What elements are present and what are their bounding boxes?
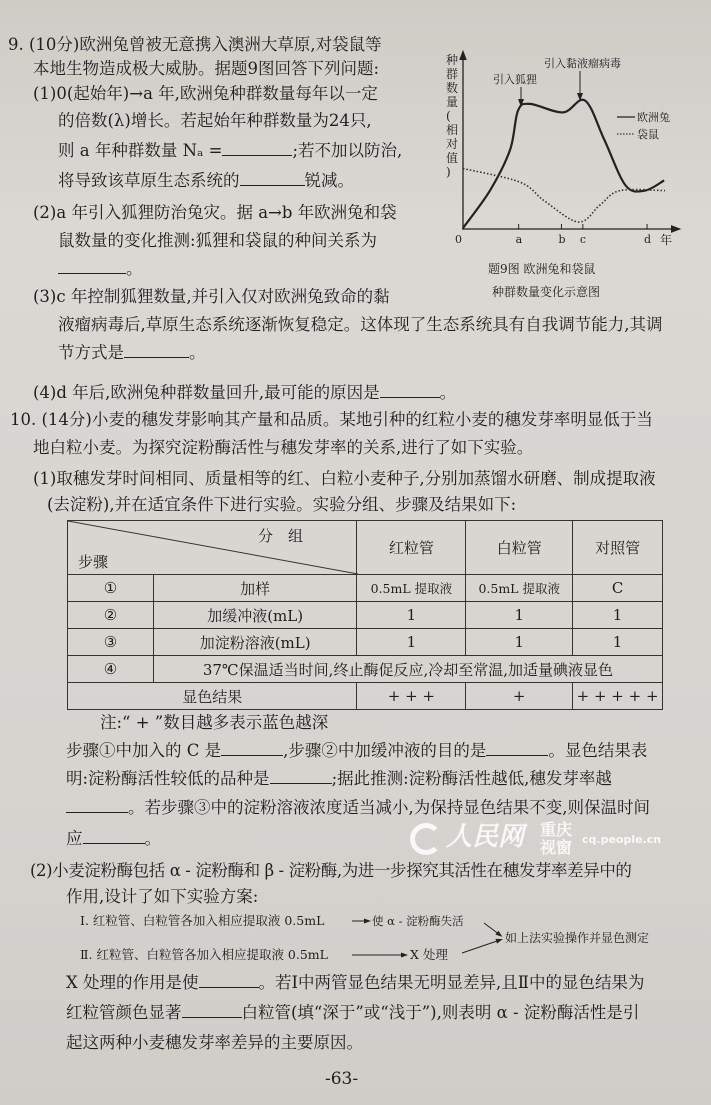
table-note: 注:“ + ”数目越多表示蓝色越深: [100, 713, 329, 732]
legend-kangaroo: 袋鼠: [637, 128, 659, 141]
cell: + + + + +: [573, 683, 663, 710]
text: 则 a 年种群数量 Nₐ =: [58, 141, 223, 160]
text: ;若不加以防治,: [292, 141, 403, 160]
text: 白粒管(填“深于”或“浅于”),则表明 α - 淀粉酶活性是引: [241, 1003, 640, 1022]
q10-t3: 起这两种小麦穗发芽率差异的主要原因。: [66, 1033, 363, 1052]
step-name: 加缓冲液(mL): [153, 602, 357, 629]
y-label-char: 对: [446, 137, 459, 151]
y-label-char: 量: [446, 95, 459, 109]
cell: 1: [466, 629, 573, 656]
q10-1-line2: (去淀粉),并在适宜条件下进行实验。实验分组、步骤及结果如下:: [47, 495, 517, 514]
x-tick-label-d: d: [644, 233, 652, 246]
text: 应: [66, 829, 83, 848]
x-tick-label-c: c: [579, 233, 587, 246]
watermark-url: cq.people.cn: [582, 833, 662, 846]
cell: 1: [357, 629, 466, 656]
result-label: 显色结果: [68, 683, 357, 710]
text: 。显色结果表: [548, 741, 648, 760]
q9-2-line1: (2)a 年引入狐狸防治兔灾。据 a→b 年欧洲兔和袋: [33, 203, 397, 222]
corner-step-label: 步骤: [78, 553, 109, 571]
text: 锐减。: [304, 171, 354, 190]
q10-line2: 地白粒小麦。为探究淀粉酶活性与穗发芽率的关系,进行了如下实验。: [33, 438, 534, 457]
text: 步骤①中加入的 C 是: [66, 741, 222, 760]
text: 。若Ⅰ中两管显色结果无明显差异,且Ⅱ中的显色结果为: [258, 973, 645, 992]
y-label-char: 值: [446, 151, 459, 165]
cell: 1: [357, 602, 466, 629]
text: 。: [189, 343, 206, 362]
x-tick-label-a: a: [515, 233, 523, 246]
annotation-fox: 引入狐狸: [493, 73, 537, 86]
corner-group-label: 分 组: [258, 527, 304, 545]
watermark-brand: 人民网: [446, 822, 525, 852]
q9-3-line2: 液瘤病毒后,草原生态系统逐渐恢复稳定。这体现了生态系统具有自我调节能力,其调: [58, 315, 663, 334]
cell: 0.5mL 提取液: [466, 575, 573, 602]
q10-2-line2: 作用,设计了如下实验方案:: [66, 887, 259, 906]
text: 。: [144, 829, 161, 848]
text: ;据此推测:淀粉酶活性越低,穗发芽率越: [331, 769, 612, 788]
answer-blank[interactable]: [182, 1003, 242, 1018]
q9-2-line2: 鼠数量的变化推测:狐狸和袋鼠的种间关系为: [58, 231, 378, 250]
cell: +: [466, 683, 573, 710]
q9-1-line1: (1)0(起始年)→a 年,欧洲兔种群数量每年以一定: [33, 84, 378, 103]
y-label-char: 相: [446, 123, 459, 137]
y-label-char: (: [446, 109, 451, 123]
y-label-char: 群: [446, 67, 459, 81]
cell: + + +: [357, 683, 466, 710]
q9-3-line1: (3)c 年控制狐狸数量,并引入仅对欧洲兔致命的黏: [33, 287, 390, 306]
watermark-sub: 视窗: [540, 838, 573, 857]
figure-caption-1: 题9图 欧洲兔和袋鼠: [488, 262, 596, 276]
q9-line2: 本地生物造成极大威胁。据题9图回答下列问题:: [33, 59, 380, 78]
answer-blank[interactable]: [199, 973, 259, 988]
step-num: ③: [68, 629, 154, 656]
watermark-swirl-icon: [410, 823, 442, 855]
cell: 1: [466, 602, 573, 629]
q10-2-line1: (2)小麦淀粉酶包括 α - 淀粉酶和 β - 淀粉酶,为进一步探究其活性在穗发芽率差异中的: [30, 861, 632, 880]
header-control: 对照管: [573, 521, 663, 575]
cell: 1: [573, 602, 663, 629]
q10-t2: [66, 1002, 639, 1024]
text: X 处理的作用是使: [66, 973, 199, 992]
q10-1-line1: (1)取穗发芽时间相同、质量相等的红、白粒小麦种子,分别加蒸馏水研磨、制成提取液: [33, 469, 656, 488]
origin-label: 0: [455, 233, 462, 246]
scheme-I-result: 使 α - 淀粉酶失活: [372, 914, 464, 928]
cell: 1: [573, 629, 663, 656]
text: 将导致该草原生态系统的: [58, 171, 240, 190]
scheme-I: Ⅰ. 红粒管、白粒管各加入相应提取液 0.5mL: [80, 913, 325, 928]
scheme-end: 如上法实验操作并显色测定: [505, 931, 650, 945]
text: ,步骤②中加缓冲液的目的是: [283, 741, 487, 760]
header-white: 白粒管: [466, 521, 573, 575]
watermark-region: 重庆: [540, 820, 573, 839]
y-label-char: 种: [446, 53, 459, 67]
figure-caption-2: 种群数量变化示意图: [492, 285, 601, 299]
text: 明:淀粉酶活性较低的品种是: [66, 769, 270, 788]
page-number: -63-: [325, 1069, 359, 1089]
text: 。: [439, 383, 457, 402]
step-num: ④: [68, 656, 154, 683]
q9-1-line2: 的倍数(λ)增长。若起始年种群数量为24只,: [58, 111, 372, 130]
scheme-II: Ⅱ. 红粒管、白粒管各加入相应提取液 0.5mL: [80, 947, 328, 962]
x-tick-label-b: b: [558, 233, 566, 246]
cell: 0.5mL 提取液: [357, 575, 466, 602]
x-unit-label: 年: [660, 233, 673, 247]
step-num: ②: [68, 602, 154, 629]
step-num: ①: [68, 575, 154, 602]
annotation-virus: 引入黏液瘤病毒: [544, 57, 621, 70]
legend-rabbit: 欧洲兔: [637, 111, 670, 124]
y-label-char: 数: [446, 81, 459, 95]
text: 红粒管颜色显著: [66, 1003, 182, 1022]
text: 。: [126, 259, 143, 278]
header-red: 红粒管: [357, 521, 466, 575]
q10-line1: 10. (14分)小麦的穗发芽影响其产量和品质。某地引种的红粒小麦的穗发芽率明显低于当: [10, 410, 653, 429]
q10-t1: [66, 972, 644, 994]
y-label-char: ): [446, 165, 451, 179]
step-name: 37℃保温适当时间,终止酶促反应,冷却至常温,加适量碘液显色: [153, 656, 662, 683]
step-name: 加淀粉溶液(mL): [153, 629, 357, 656]
q9-line1: 9. (10分)欧洲兔曾被无意携入澳洲大草原,对袋鼠等: [8, 35, 382, 54]
text: 节方式是: [58, 343, 124, 362]
step-name: 加样: [153, 575, 357, 602]
cell: C: [573, 575, 663, 602]
text: (4)d 年后,欧洲兔种群数量回升,最可能的原因是: [33, 383, 380, 402]
scheme-II-result: X 处理: [410, 947, 448, 962]
text: 。若步骤③中的淀粉溶液浓度适当减小,为保持显色结果不变,则保温时间: [128, 798, 650, 817]
